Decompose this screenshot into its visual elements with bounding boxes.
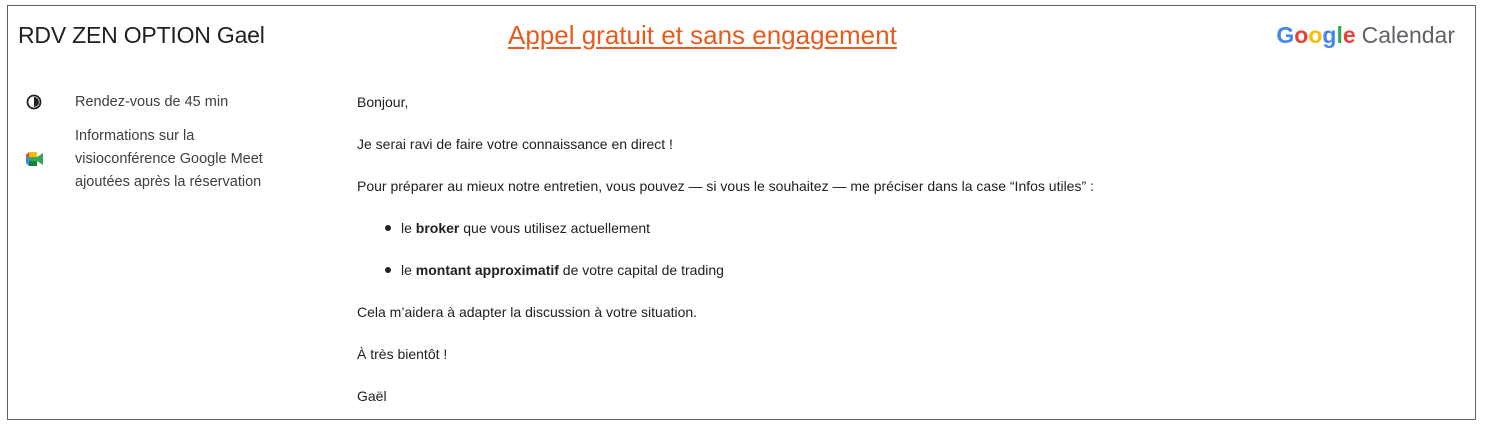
list-item — [385, 220, 650, 236]
bullet-dot — [385, 267, 391, 273]
greeting: Bonjour, — [357, 94, 409, 110]
logo-letter-g2: g — [1322, 22, 1337, 48]
description-line-4: À très bientôt ! — [357, 346, 448, 362]
header — [8, 6, 1475, 66]
signature: Gaël — [357, 388, 387, 404]
google-meet-icon — [26, 152, 44, 168]
bullet-dot — [385, 225, 391, 231]
duration-text: Rendez-vous de 45 min — [75, 94, 229, 110]
bullet-prefix: le — [401, 220, 416, 236]
description-line-2: Pour préparer au mieux notre entretien, vous pouvez — si vous le souhaitez — me préciser dans la case “Infos utiles” : — [357, 178, 1094, 194]
logo-letter-e: e — [1342, 22, 1356, 48]
bullet-bold: montant approximatif — [415, 262, 559, 278]
logo-letter-l: l — [1336, 22, 1343, 48]
booking-page-frame — [7, 5, 1476, 420]
clock-half-icon — [26, 94, 42, 110]
list-item — [385, 262, 724, 278]
free-call-link[interactable]: Appel gratuit et sans engagement — [508, 20, 897, 50]
bullet-prefix: le — [401, 262, 416, 278]
meet-info-line-2: visioconférence Google Meet — [75, 151, 263, 167]
description-line-3: Cela m’aidera à adapter la discussion à votre situation. — [357, 304, 698, 320]
description-line-1: Je serai ravi de faire votre connaissance en direct ! — [357, 136, 673, 152]
meet-info-line-3: ajoutées après la réservation — [75, 174, 262, 190]
bullet-suffix: de votre capital de trading — [558, 262, 724, 278]
meet-info-line-1: Informations sur la — [75, 128, 195, 144]
logo-letter-g: G — [1276, 22, 1295, 48]
logo-letter-o2: o — [1308, 22, 1323, 48]
bullet-suffix: que vous utilisez actuellement — [459, 220, 651, 236]
google-calendar-logo — [1276, 22, 1455, 49]
logo-letter-o1: o — [1294, 22, 1309, 48]
bullet-bold: broker — [415, 220, 460, 236]
logo-calendar-text: Calendar — [1361, 22, 1455, 48]
page-title: RDV ZEN OPTION Gael — [18, 22, 265, 48]
